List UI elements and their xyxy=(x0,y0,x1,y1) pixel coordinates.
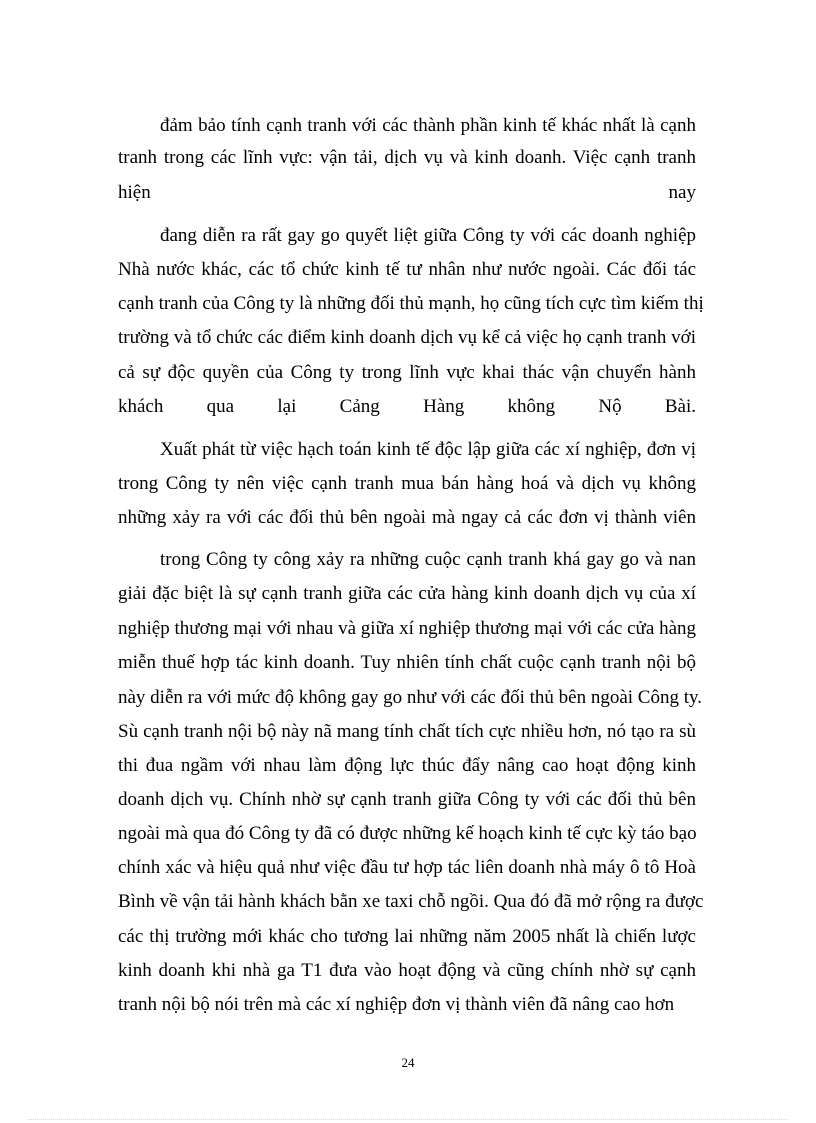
text-line: đảm bảo tính cạnh tranh với các thành phần kinh tế khác nhất là cạnh xyxy=(160,115,696,136)
text-line: đang diễn ra rất gay go quyết liệt giữa Công ty với các doanh nghiệp xyxy=(160,225,696,246)
text-line: cả sự độc quyền của Công ty trong lĩnh vực khai thác vận chuyển hành xyxy=(118,362,696,383)
text-line: doanh dịch vụ. Chính nhờ sự cạnh tranh giữa Công ty với các đối thủ bên xyxy=(118,789,696,810)
text-line: chính xác và hiệu quả như việc đầu tư hợp tác liên doanh nhà máy ô tô Hoà xyxy=(118,857,696,878)
text-line: hiện nay xyxy=(118,182,696,203)
text-line: những xảy ra với các đối thủ bên ngoài mà ngay cả các đơn vị thành viên xyxy=(118,507,696,528)
text-line: thi đua ngầm với nhau làm động lực thúc đẩy nâng cao hoạt động kinh xyxy=(118,755,696,776)
text-line: khách qua lại Cảng Hàng không Nộ Bài. xyxy=(118,396,696,417)
text-line: Xuất phát từ việc hạch toán kinh tế độc lập giữa các xí nghiệp, đơn vị xyxy=(160,439,696,460)
text-line: các thị trường mới khác cho tương lai những năm 2005 nhất là chiến lược xyxy=(118,926,696,947)
text-line: trường và tổ chức các điểm kinh doanh dịch vụ kể cả việc họ cạnh tranh với xyxy=(118,327,696,348)
text-line: Bình về vận tải hành khách bằn xe taxi chỗ ngồi. Qua đó đã mở rộng ra được xyxy=(118,891,704,912)
text-line: cạnh tranh của Công ty là những đối thủ mạnh, họ cũng tích cực tìm kiếm thị xyxy=(118,293,704,314)
text-line: kinh doanh khi nhà ga T1 đưa vào hoạt động và cũng chính nhờ sự cạnh xyxy=(118,960,696,981)
text-line: ngoài mà qua đó Công ty đã có được những kế hoạch kinh tế cực kỳ táo bạo xyxy=(118,823,697,844)
text-line: này diễn ra với mức độ không gay go như với các đối thủ bên ngoài Công ty. xyxy=(118,687,703,708)
text-line: Sù cạnh tranh nội bộ này nã mang tính chất tích cực nhiều hơn, nó tạo ra sù xyxy=(118,721,696,742)
text-line: nghiệp thương mại với nhau và giữa xí nghiệp thương mại với các cửa hàng xyxy=(118,618,696,639)
text-line: Nhà nước khác, các tổ chức kinh tế tư nhân như nước ngoài. Các đối tác xyxy=(118,259,696,280)
text-line: trong Công ty nên việc cạnh tranh mua bán hàng hoá và dịch vụ không xyxy=(118,473,696,494)
text-line: tranh nội bộ nói trên mà các xí nghiệp đơn vị thành viên đã nâng cao hơn xyxy=(118,994,675,1015)
page-bottom-divider xyxy=(28,1119,788,1120)
page-number: 24 xyxy=(401,1055,415,1070)
text-line: giải đặc biệt là sự cạnh tranh giữa các cửa hàng kinh doanh dịch vụ của xí xyxy=(118,583,696,604)
text-line: miễn thuế hợp tác kinh doanh. Tuy nhiên tính chất cuộc cạnh tranh nội bộ xyxy=(118,652,696,673)
text-line: trong Công ty công xảy ra những cuộc cạnh tranh khá gay go và nan xyxy=(160,549,696,570)
text-line: tranh trong các lĩnh vực: vận tải, dịch vụ và kinh doanh. Việc cạnh tranh xyxy=(118,147,696,168)
